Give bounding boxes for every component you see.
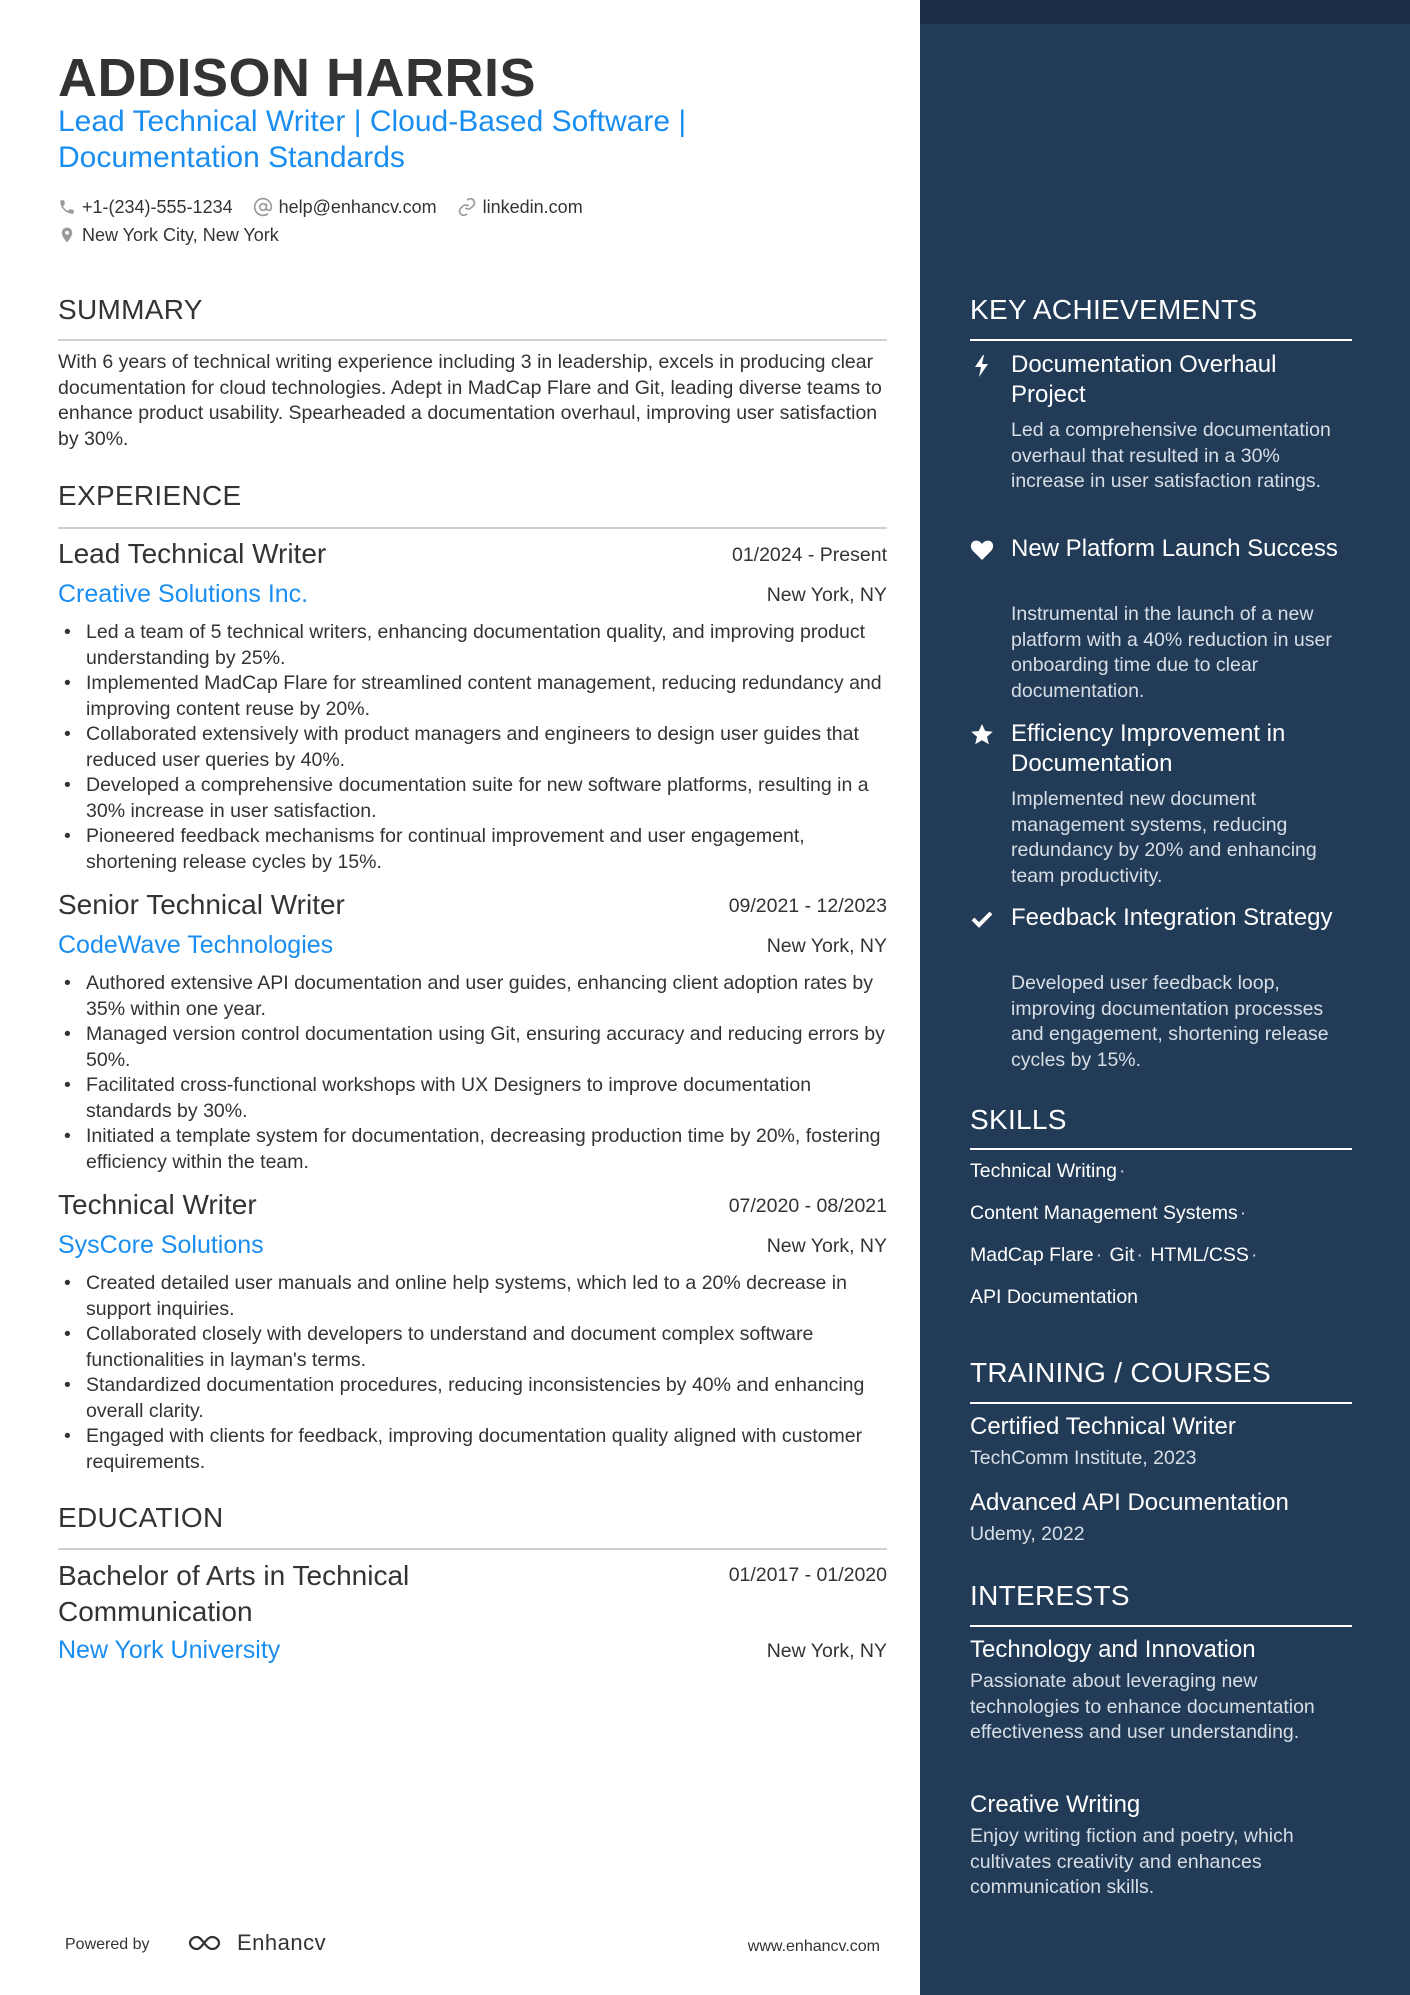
interest-item — [970, 1789, 1352, 1901]
skills-list: Technical Writing · Content Management Systems · MadCap Flare · Git · HTML/CSS · API Documentation — [970, 1160, 1258, 1308]
job-bullet: • Initiated a template system for documentation, decreasing production time by 20%, fostering efficiency within the team. — [58, 1124, 887, 1175]
headline — [58, 104, 818, 176]
achievement-desc: Developed user feedback loop, improving documentation processes and engagement, shortening release cycles by 15%. — [1011, 972, 1329, 1071]
job-title: Technical Writer — [58, 1189, 257, 1220]
skill-tag: Technical Writing — [970, 1160, 1118, 1182]
school-location: New York, NY — [766, 1640, 887, 1662]
at-sign-icon — [253, 197, 273, 217]
interest-desc: Passionate about leveraging new technologies to enhance documentation effectiveness and user understanding. — [970, 1670, 1315, 1743]
location-text: New York City, New York — [82, 224, 279, 245]
powered-by-label: Powered by — [65, 1936, 150, 1953]
job-dates: 07/2020 - 08/2021 — [728, 1195, 887, 1217]
email-text: help@enhancv.com — [278, 196, 437, 217]
website-link[interactable]: www.enhancv.com — [747, 1938, 880, 1955]
checkmark-icon — [970, 907, 994, 931]
job-bullet: • Collaborated closely with developers to understand and document complex software functionalities in layman's terms. — [58, 1322, 887, 1373]
contact-email[interactable] — [253, 197, 437, 218]
job-bullet: • Pioneered feedback mechanisms for continual improvement and user engagement, shortening release cycles by 15%. — [58, 824, 887, 875]
job-company[interactable]: Creative Solutions Inc. — [58, 580, 309, 608]
achievement-desc: Implemented new document management systems, reducing redundancy by 20% and enhancing team productivity. — [1011, 788, 1317, 887]
experience-heading: EXPERIENCE — [58, 480, 242, 511]
achievement-title: Documentation Overhaul Project — [1011, 351, 1277, 408]
job-bullet: • Facilitated cross-functional workshops with UX Designers to improve documentation standards by 30%. — [58, 1073, 887, 1124]
training-divider — [970, 1402, 1352, 1404]
job-title: Lead Technical Writer — [58, 538, 327, 569]
achievement-desc: Instrumental in the launch of a new platform with a 40% reduction in user onboarding time due to clear documentation. — [1011, 603, 1332, 702]
course-provider: TechComm Institute, 2023 — [970, 1447, 1197, 1469]
job-bullet: • Developed a comprehensive documentation suite for new software platforms, resulting in a 30% increase in user satisfaction. — [58, 773, 887, 824]
job-bullet: • Led a team of 5 technical writers, enhancing documentation quality, and improving product understanding by 25%. — [58, 620, 887, 671]
interest-title: Creative Writing — [970, 1791, 1141, 1818]
job-bullet: • Authored extensive API documentation and user guides, enhancing client adoption rates by 35% within one year. — [58, 971, 887, 1022]
location-pin-icon — [58, 225, 76, 245]
education-heading: EDUCATION — [58, 1502, 224, 1533]
course-item — [970, 1487, 1352, 1549]
candidate-name: ADDISON HARRIS — [58, 48, 537, 108]
job-location: New York, NY — [766, 935, 887, 957]
contact-location — [58, 225, 279, 246]
interests-divider — [970, 1625, 1352, 1627]
link-icon — [457, 197, 477, 217]
achievement-title: Efficiency Improvement in Documentation — [1011, 720, 1286, 777]
linkedin-text: linkedin.com — [482, 196, 583, 217]
phone-icon — [58, 198, 76, 216]
achievement-title: New Platform Launch Success — [1011, 535, 1338, 562]
course-item — [970, 1411, 1352, 1473]
job-bullet: • Standardized documentation procedures, reducing inconsistencies by 40% and enhancing overall clarity. — [58, 1373, 887, 1424]
infinity-logo-icon — [185, 1931, 231, 1955]
brand-name: Enhancv — [237, 1930, 327, 1955]
contact-linkedin[interactable] — [457, 197, 583, 218]
achievement-desc: Led a comprehensive documentation overhaul that resulted in a 30% increase in user satisfaction ratings. — [1011, 419, 1331, 492]
achievements-heading: KEY ACHIEVEMENTS — [970, 294, 1258, 325]
heart-icon — [970, 538, 994, 562]
summary-text: With 6 years of technical writing experience including 3 in leadership, excels in producing clear documentation for cloud technologies. Adept in MadCap Flare and Git, leading diverse teams to enhance product usability. Spearheaded a documentation overhaul, improving user satisfaction by 30%. — [58, 351, 882, 450]
school-name[interactable]: New York University — [58, 1636, 281, 1664]
achievement-item — [970, 534, 1352, 704]
lightning-icon — [970, 354, 994, 378]
skills-divider — [970, 1148, 1352, 1150]
interest-item — [970, 1634, 1352, 1746]
skill-tag: HTML/CSS — [1150, 1244, 1249, 1266]
enhancv-logo[interactable] — [185, 1930, 326, 1956]
phone-text: +1-(234)-555-1234 — [82, 196, 233, 217]
interest-desc: Enjoy writing fiction and poetry, which cultivates creativity and enhances communication skills. — [970, 1825, 1294, 1898]
course-title: Advanced API Documentation — [970, 1489, 1289, 1516]
headline-line-1: Lead Technical Writer | Cloud-Based Software | — [58, 105, 687, 138]
summary-heading: SUMMARY — [58, 294, 203, 325]
job-location: New York, NY — [766, 1235, 887, 1257]
job-title: Senior Technical Writer — [58, 889, 345, 920]
job-entry — [58, 1189, 887, 1479]
footer — [65, 1930, 880, 1960]
job-bullets — [58, 620, 887, 875]
skill-tag: Content Management Systems — [970, 1202, 1238, 1224]
job-bullets — [58, 1271, 887, 1475]
job-company[interactable]: SysCore Solutions — [58, 1231, 264, 1259]
skill-tag: API Documentation — [970, 1286, 1139, 1308]
contact-info — [58, 194, 887, 250]
course-title: Certified Technical Writer — [970, 1413, 1236, 1440]
skills-heading: SKILLS — [970, 1104, 1067, 1135]
job-bullet: • Engaged with clients for feedback, improving documentation quality aligned with customer requirements. — [58, 1424, 887, 1475]
achievement-title: Feedback Integration Strategy — [1011, 904, 1333, 931]
star-icon — [970, 723, 994, 747]
job-dates: 01/2024 - Present — [731, 544, 887, 566]
job-bullet: • Created detailed user manuals and online help systems, which led to a 20% decrease in support inquiries. — [58, 1271, 887, 1322]
achievements-divider — [970, 339, 1352, 341]
job-location: New York, NY — [766, 584, 887, 606]
summary-divider — [58, 339, 887, 341]
achievement-item — [970, 903, 1352, 1073]
job-company[interactable]: CodeWave Technologies — [58, 931, 334, 959]
achievement-item — [970, 350, 1352, 520]
achievement-item — [970, 719, 1352, 889]
education-entry — [58, 1558, 887, 1678]
job-bullet: • Collaborated extensively with product managers and engineers to design user guides that reduced user queries by 40%. — [58, 722, 887, 773]
education-dates: 01/2017 - 01/2020 — [728, 1564, 887, 1586]
course-provider: Udemy, 2022 — [970, 1523, 1085, 1545]
interest-title: Technology and Innovation — [970, 1636, 1256, 1663]
training-heading: TRAINING / COURSES — [970, 1357, 1271, 1388]
job-entry — [58, 889, 887, 1179]
headline-line-2: Documentation Standards — [58, 141, 405, 174]
job-dates: 09/2021 - 12/2023 — [728, 895, 887, 917]
job-entry — [58, 538, 887, 878]
job-bullet: • Managed version control documentation using Git, ensuring accuracy and reducing errors by 50%. — [58, 1022, 887, 1073]
skill-tag: Git — [1109, 1244, 1135, 1266]
job-bullet: • Implemented MadCap Flare for streamlined content management, reducing redundancy and improving content reuse by 20%. — [58, 671, 887, 722]
contact-phone[interactable] — [58, 197, 233, 218]
experience-divider — [58, 527, 887, 529]
job-bullets — [58, 971, 887, 1175]
skill-tag: MadCap Flare — [970, 1244, 1094, 1266]
education-divider — [58, 1548, 887, 1550]
sidebar-content — [970, 0, 1352, 1995]
interests-heading: INTERESTS — [970, 1580, 1130, 1611]
degree-title: Bachelor of Arts in Technical Communication — [58, 1560, 410, 1627]
